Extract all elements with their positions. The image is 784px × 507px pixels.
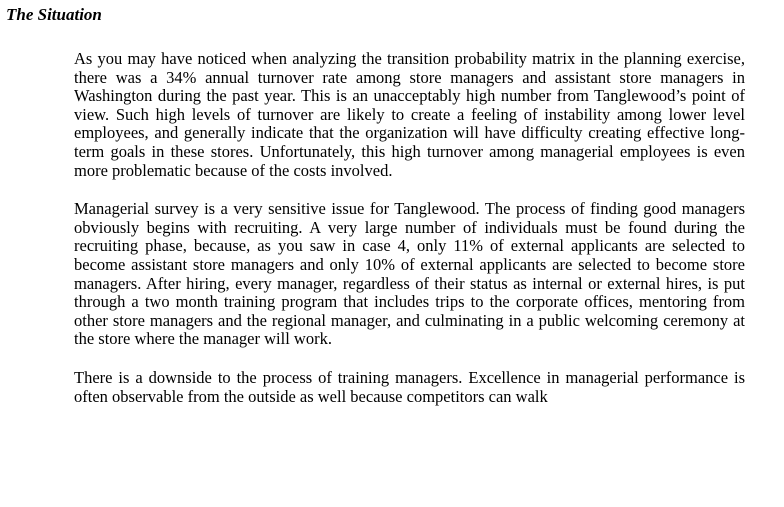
document-body: [74, 50, 745, 406]
paragraph-turnover: As you may have noticed when analyzing the transition probability matrix in the planning exercise, there was a 34% annual turnover rate among store managers and assistant store managers in Washington during the past year. This is an unacceptably high number from Tanglewood’s point of view. Such high levels of turnover are likely to create a feeling of instability among lower level employees, and generally indicate that the organization will have difficulty creating effective long-term goals in these stores. Unfortunately, this high turnover among managerial employees is even more problematic because of the costs involved.: [74, 49, 745, 180]
paragraph-training-downside: There is a downside to the process of training managers. Excellence in managerial performance is often observable from the outside as well because competitors can walk: [74, 367, 745, 406]
section-heading: The Situation: [6, 5, 102, 24]
paragraph-recruiting: Managerial survey is a very sensitive issue for Tanglewood. The process of finding good managers obviously begins with recruiting. A very large number of individuals must be found during the recruiting phase, because, as you saw in case 4, only 11% of external applicants are selected to become assistant store managers and only 10% of external applicants are selected to become store managers. After hiring, every manager, regardless of their status as internal or external hires, is put through a two month training program that includes trips to the corporate offices, mentoring from other store managers and the regional manager, and culminating in a public welcoming ceremony at the store where the manager will work.: [74, 199, 745, 349]
